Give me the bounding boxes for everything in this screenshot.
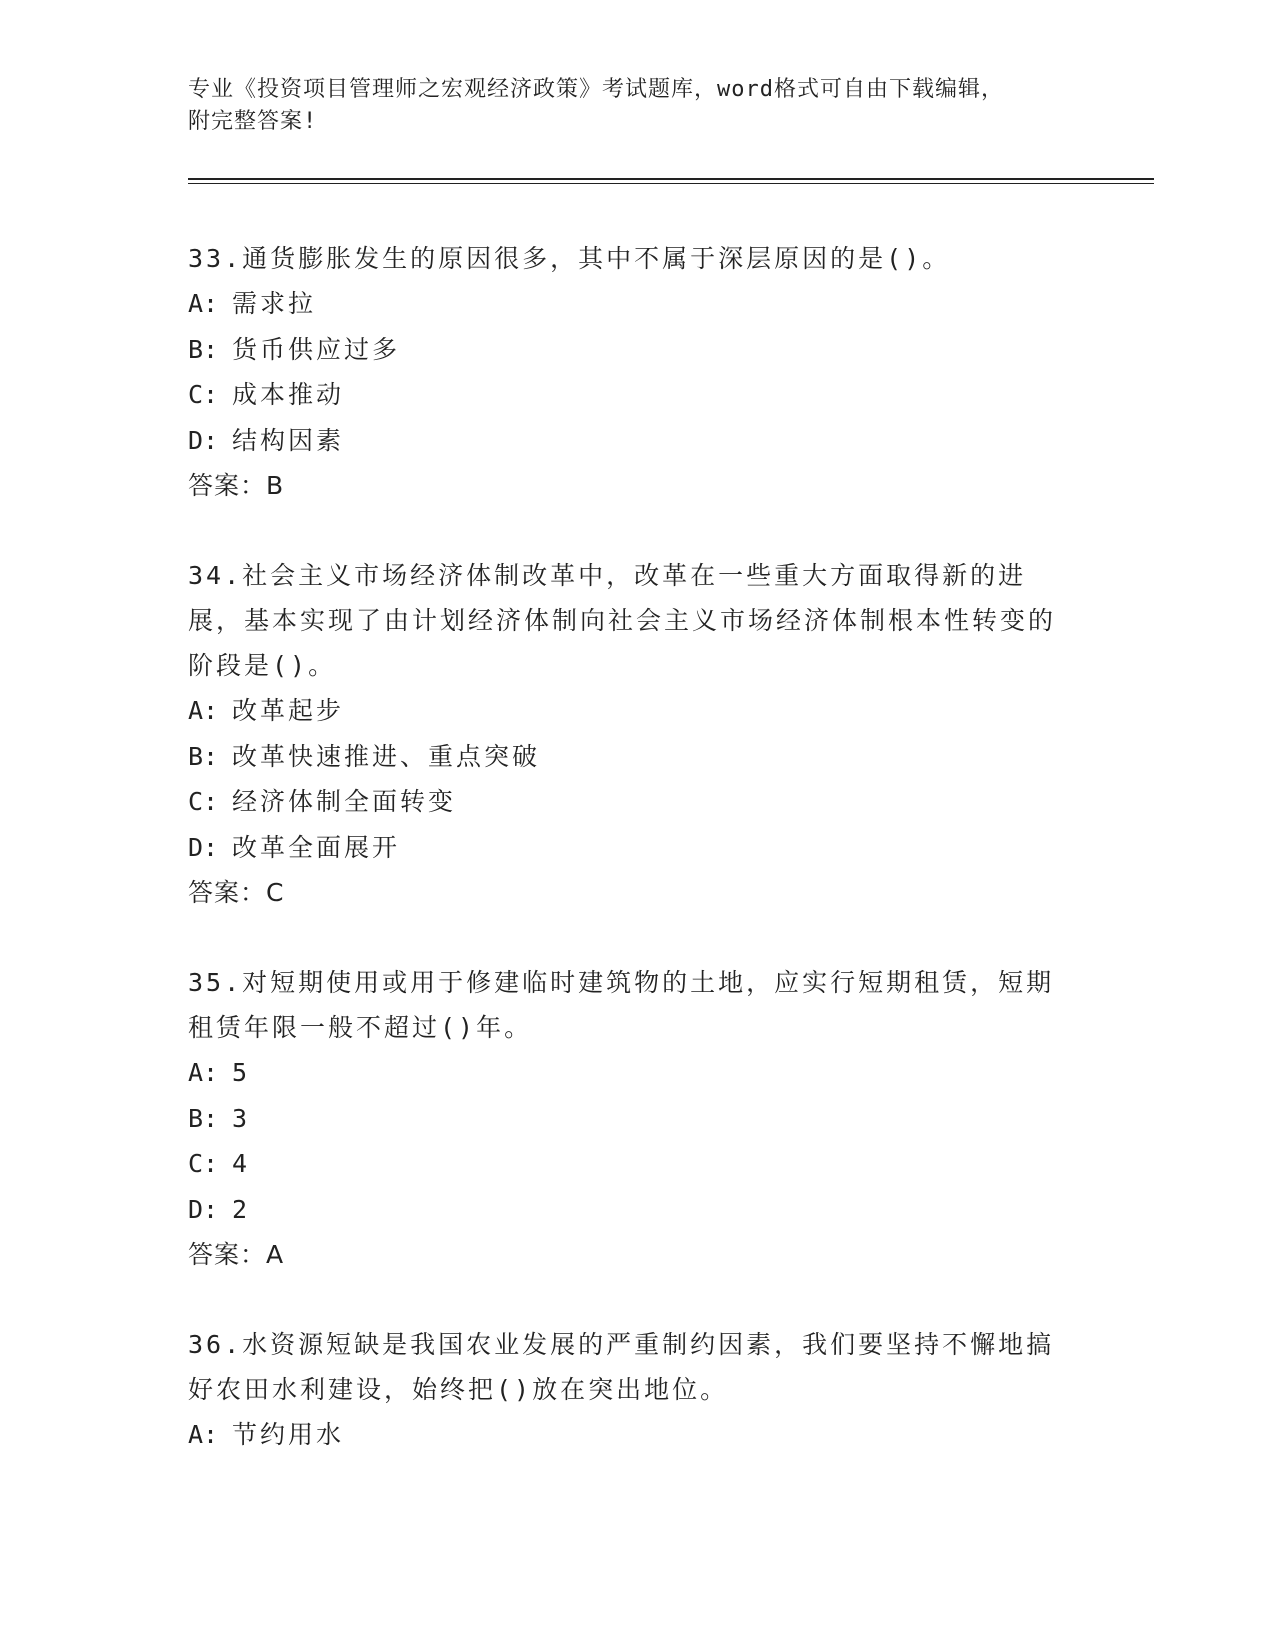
- option-text: 3: [232, 1103, 251, 1133]
- question-33: [188, 236, 1068, 508]
- question-36: [188, 1322, 1068, 1458]
- option-letter: B:: [188, 1103, 219, 1133]
- option-c: [188, 1141, 1068, 1187]
- header-divider-thin: [188, 183, 1154, 184]
- option-letter: B:: [188, 741, 219, 771]
- option-d: [188, 825, 1068, 871]
- question-stem: 35.对短期使用或用于修建临时建筑物的土地，应实行短期租赁，短期租赁年限一般不超过()年。: [188, 968, 1055, 1042]
- option-b: [188, 734, 1068, 780]
- option-b: [188, 327, 1068, 373]
- question-35: [188, 960, 1068, 1277]
- option-letter: C:: [188, 380, 219, 409]
- option-c: [188, 372, 1068, 418]
- document-header: [188, 74, 1088, 138]
- option-text: 改革快速推进、重点突破: [232, 741, 541, 771]
- option-a: [188, 1412, 1068, 1458]
- option-letter: D:: [188, 425, 219, 455]
- question-stem: 33.通货膨胀发生的原因很多，其中不属于深层原因的是()。: [188, 244, 951, 273]
- option-d: [188, 418, 1068, 464]
- answer-line: 答案：A: [188, 1240, 285, 1269]
- option-letter: A:: [188, 289, 219, 318]
- option-d: [188, 1187, 1068, 1233]
- option-text: 经济体制全面转变: [232, 787, 457, 816]
- header-line-1: 专业《投资项目管理师之宏观经济政策》考试题库，word格式可自由下载编辑，: [188, 77, 1004, 102]
- option-text: 改革起步: [232, 696, 345, 725]
- option-text: 结构因素: [232, 425, 345, 455]
- option-c: [188, 779, 1068, 825]
- header-divider: [188, 178, 1154, 180]
- option-letter: B:: [188, 334, 219, 364]
- option-letter: A:: [188, 1420, 219, 1449]
- option-letter: A:: [188, 1058, 219, 1087]
- option-a: [188, 1050, 1068, 1096]
- option-b: [188, 1096, 1068, 1142]
- option-letter: C:: [188, 1149, 219, 1178]
- option-letter: A:: [188, 696, 219, 725]
- option-text: 4: [232, 1149, 251, 1178]
- option-a: [188, 688, 1068, 734]
- option-letter: D:: [188, 832, 219, 862]
- option-letter: D:: [188, 1194, 219, 1224]
- question-stem: 34.社会主义市场经济体制改革中，改革在一些重大方面取得新的进展，基本实现了由计划经济体制向社会主义市场经济体制根本性转变的阶段是()。: [188, 561, 1057, 680]
- option-text: 节约用水: [232, 1420, 345, 1449]
- option-text: 需求拉: [232, 289, 317, 318]
- option-letter: C:: [188, 787, 219, 816]
- option-text: 改革全面展开: [232, 832, 401, 862]
- header-line-2: 附完整答案!: [188, 109, 318, 134]
- option-text: 货币供应过多: [232, 334, 401, 364]
- question-list: [188, 236, 1068, 1503]
- answer-line: 答案：C: [188, 878, 285, 907]
- option-text: 2: [232, 1194, 251, 1224]
- question-34: [188, 553, 1068, 915]
- option-text: 成本推动: [232, 380, 345, 409]
- document-page: [188, 0, 1148, 1650]
- question-stem: 36.水资源短缺是我国农业发展的严重制约因素，我们要坚持不懈地搞好农田水利建设，始终把()放在突出地位。: [188, 1330, 1055, 1404]
- option-a: [188, 281, 1068, 327]
- answer-line: 答案：B: [188, 471, 285, 500]
- option-text: 5: [232, 1058, 251, 1087]
